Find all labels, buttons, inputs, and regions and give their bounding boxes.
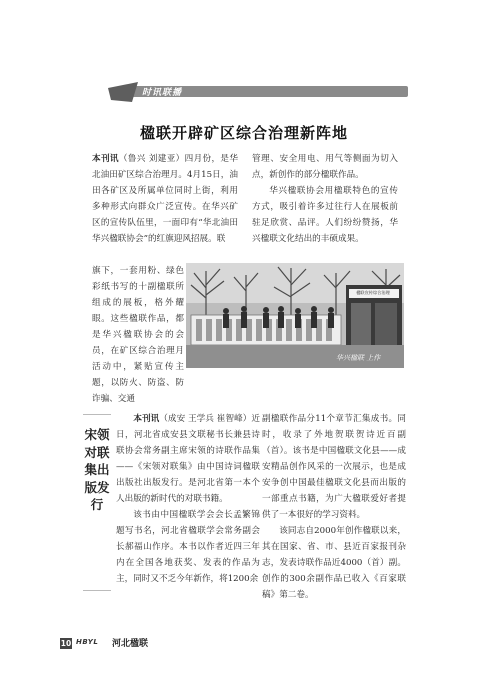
article2-column-left (116, 411, 260, 587)
photo-board-title: 楹联宣传综合治理 (356, 290, 390, 295)
article1-column-right (252, 151, 398, 247)
article1-text-lower: 旗下，一套用粉、绿色彩纸书写的十副楹联所组成的展板，格外耀眼。这些楹联作品，都是华兴楹联协会的会员，在矿区综合治理月活动中，紧贴宣传主题，以防火、防盗、防诈骗、交通 (92, 266, 184, 404)
photo-signature: 华兴楹联 上作 (336, 354, 381, 362)
article1-paragraph-1 (92, 151, 238, 247)
sidebar-rule-top (83, 414, 111, 415)
page-number: 10 (60, 639, 72, 648)
magazine-name: 河北楹联 (112, 639, 149, 649)
article2-sidebar (79, 404, 115, 594)
article1-column-left-lower (92, 263, 184, 407)
article2-paragraph-3: 副楹联作品分11个章节汇集成书。同时，收录了外地贺联贺诗近百副（首）。该书是中国楹联文化县——成安精品创作风采的一次展示，也是成安争创中国最佳楹联文化县而出版的一部重点书籍，为广大楹联爱好者提供了一本很好的学习资料。 (262, 414, 406, 520)
section-title: 时讯联播 (142, 88, 183, 98)
article2-paragraph-2: 该书由中国楹联学会会长孟繁锦题写书名，河北省楹联学会常务副会长郝福山作序。本书以作者近四三年内在全国各地获奖、发表的作品为主，同时又不乏今年新作，将1200余 (116, 510, 260, 584)
article1-byline-note: （鲁兴 刘建亚） (118, 154, 185, 164)
article1-right-paragraph-2: 华兴楹联协会用楹联特色的宣传方式，吸引着许多过往行人在展板前驻足欣赏、品评。人们纷纷赞扬，华兴楹联文化结出的丰硕成果。 (252, 186, 398, 244)
magazine-abbreviation: HBYL (76, 638, 99, 646)
article1-right-paragraph-1: 管理、安全用电、用气等侧面为切入点，新创作的部分楹联作品。 (252, 154, 398, 180)
article2-paragraph-1 (116, 411, 260, 507)
article2-vertical-title: 宋领对联集出版发行 (84, 427, 110, 513)
article1-column-left-upper (92, 151, 238, 247)
banner-ornament (108, 82, 138, 102)
article2-column-right (262, 411, 406, 603)
article-headline: 楹联开辟矿区综合治理新阵地 (139, 124, 348, 142)
event-photo (186, 263, 404, 368)
article2-text-1: 智峰）近日，河北省成安县文联秘书长兼县诗联协会常务副主席宋领的诗联作品集——《宋领对联集》由中国诗词楹联出版社出版发行。是河北省第一本个人出版的新时代的对联书籍。 (116, 414, 260, 504)
section-banner (108, 82, 408, 102)
sidebar-rule-bottom (83, 590, 111, 591)
article1-byline: 本刊讯 (92, 154, 119, 164)
article2-paragraph-4: 该同志自2000年创作楹联以来，其在国家、省、市、县近百家报刊杂志，发表诗联作品近4000（首）副。创作的300余副作品已收入《百家联稿》第二卷。 (262, 526, 406, 600)
article2-byline: 本刊讯 (133, 414, 160, 424)
article1-text-upper: 四月份，是华北油田矿区综合治理月。4月15日，油田各矿区及所属单位同时上街，利用多种形式向群众广泛宣传。在华兴矿区的宣传队伍里，一面印有“华北油田华兴楹联协会”的红旗迎风招展。联 (92, 154, 238, 244)
article2-byline-note: （成安 王学兵 崔 (159, 414, 226, 424)
